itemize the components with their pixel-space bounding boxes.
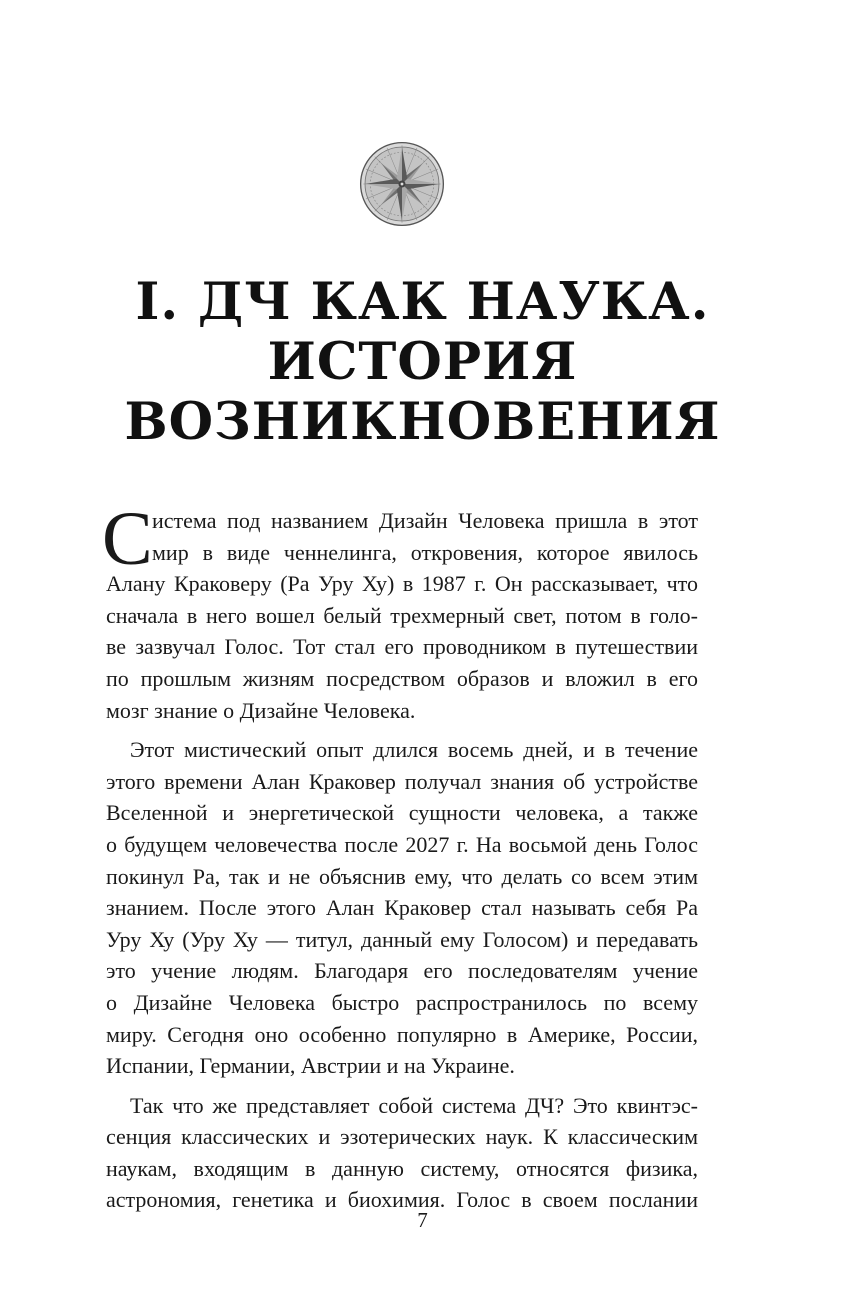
chapter-title (60, 272, 785, 452)
text-line: по прошлым жизням посредством образов и вложил в его (106, 665, 698, 691)
chapter-title-line: I. ДЧ КАК НАУКА. (135, 272, 710, 332)
drop-cap: С (102, 497, 153, 581)
text-line: миру. Сегодня оно особенно популярно в Америке, России, (106, 1021, 698, 1047)
text-line: Вселенной и энергетической сущности человека, а также (106, 800, 698, 826)
text-line: истема под названием Дизайн Человека пришла в этот (152, 508, 698, 533)
text-line: Алану Краковеру (Ра Уру Ху) в 1987 г. Он рассказывает, что (106, 571, 698, 597)
text-line: это учение людям. Благодаря его последователям учение (106, 958, 698, 984)
text-line: Уру Ху (Уру Ху — титул, данный ему Голосом) и передавать (106, 926, 698, 952)
text-line: о будущем человечества после 2027 г. На восьмой день Голос (106, 831, 698, 857)
text-line: покинул Ра, так и не объяснив ему, что делать со всем этим (106, 863, 698, 889)
text-line: сенция классических и эзотерических наук. К классическим (106, 1124, 698, 1150)
paragraph-2 (106, 734, 698, 1082)
text-line: сначала в него вошел белый трехмерный свет, потом в голо- (106, 602, 698, 628)
chapter-title-line: ИСТОРИЯ (267, 332, 578, 392)
text-line: знанием. После этого Алан Краковер стал называть себя Ра (106, 895, 698, 921)
text-line: о Дизайне Человека быстро распространилось по всему (106, 989, 698, 1015)
text-line: ве зазвучал Голос. Тот стал его проводником в путешествии (106, 634, 698, 660)
chapter-title-line: ВОЗНИКНОВЕНИЯ (124, 392, 721, 452)
text-line: Так что же представляет собой система ДЧ? Это квинтэс- (130, 1092, 698, 1118)
text-line: мозг знание о Дизайне Человека. (106, 697, 416, 723)
body-text (102, 497, 698, 1216)
text-line: наукам, входящим в данную систему, относятся физика, (106, 1155, 698, 1181)
paragraph-3 (106, 1090, 698, 1216)
page-number: 7 (417, 1208, 428, 1232)
text-line: мир в виде ченнелинга, откровения, которое явилось (152, 539, 698, 565)
paragraph-1 (102, 497, 698, 726)
text-line: Этот мистический опыт длился восемь дней, и в течение (130, 737, 698, 763)
text-line: Испании, Германии, Австрии и на Украине. (106, 1053, 515, 1079)
text-line: этого времени Алан Краковер получал знания об устройстве (106, 768, 698, 794)
text-line: астрономия, генетика и биохимия. Голос в своем послании (106, 1187, 698, 1213)
compass-rose-icon (358, 140, 446, 228)
